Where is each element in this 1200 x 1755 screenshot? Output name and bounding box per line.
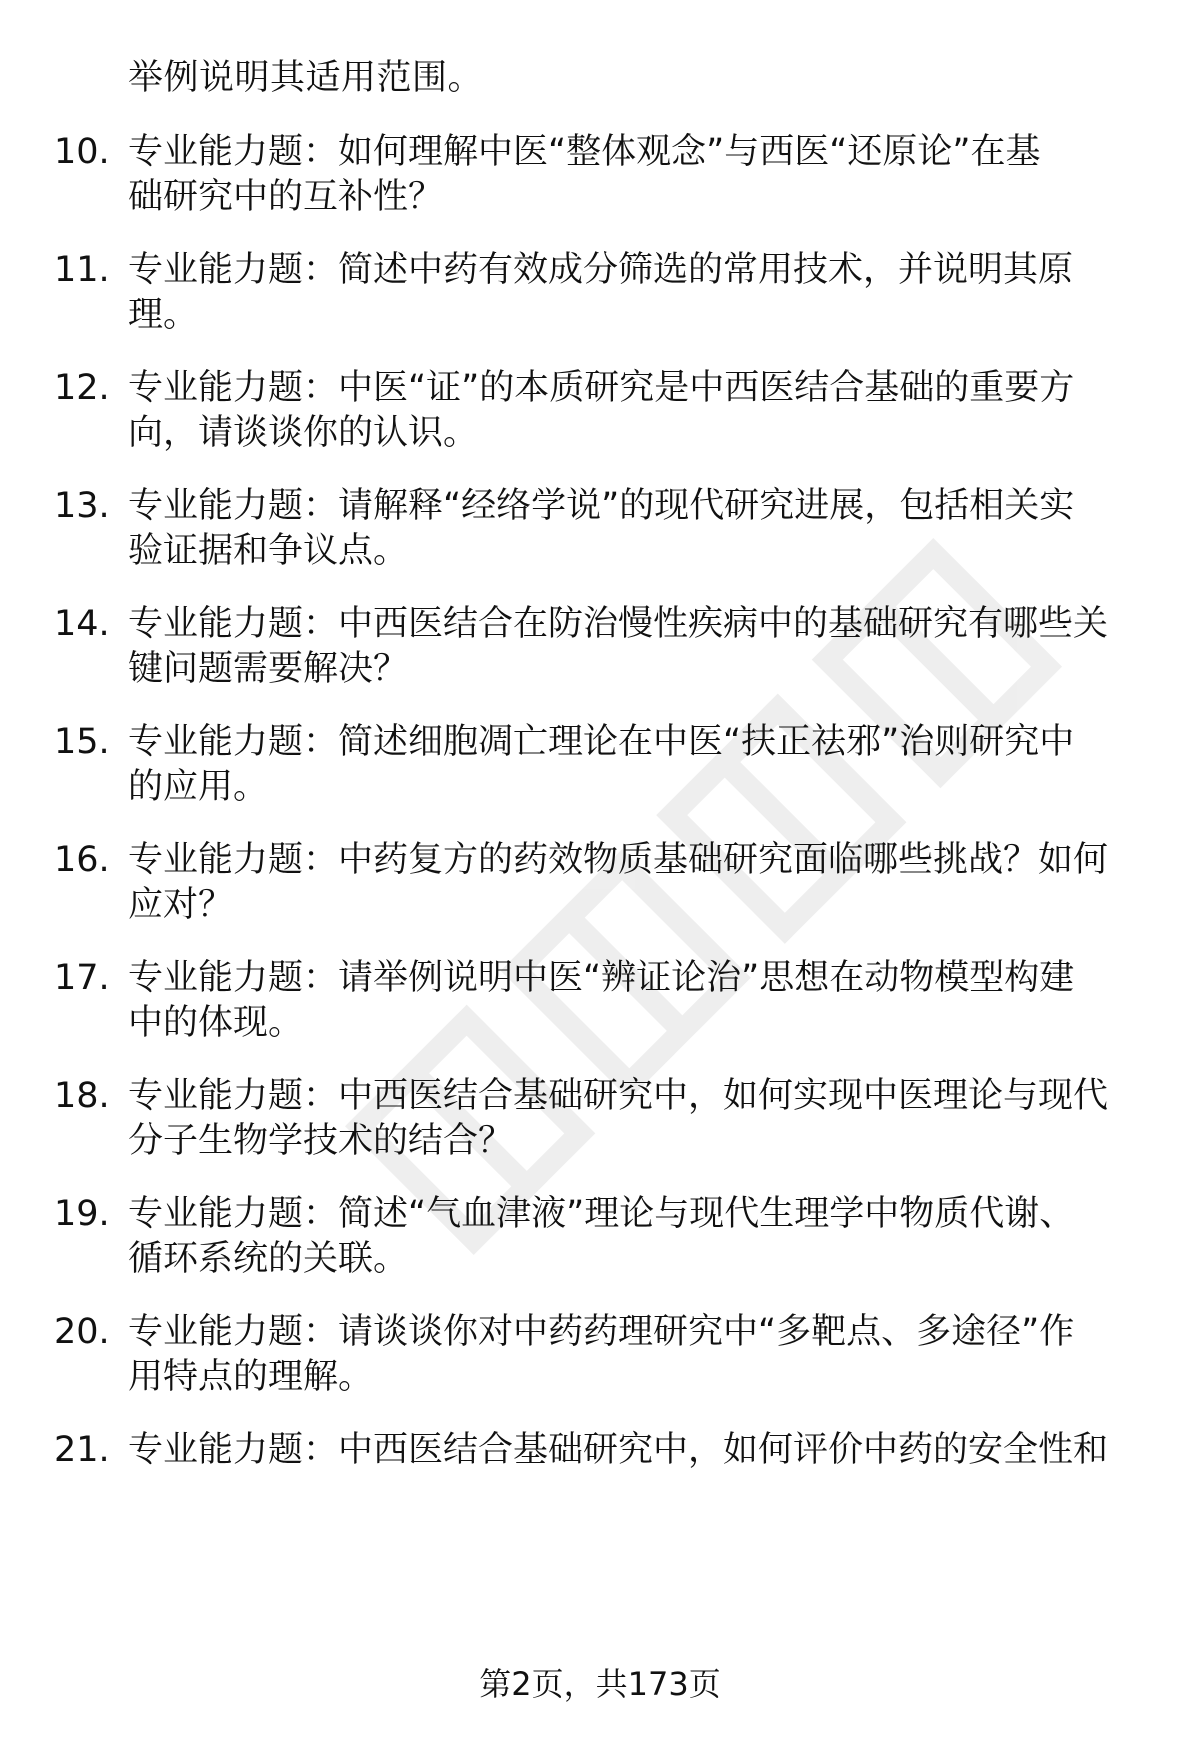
item-number: 19. [54, 1194, 110, 1234]
item-number: 14. [54, 604, 110, 644]
item-text-line1: 专业能力题：简述细胞凋亡理论在中医“扶正祛邪”治则研究中 [128, 722, 1075, 762]
item-text-line2: 用特点的理解。 [128, 1357, 374, 1397]
item-number: 13. [54, 486, 110, 526]
item-text-line1: 专业能力题：如何理解中医“整体观念”与西医“还原论”在基 [128, 132, 1041, 172]
item-text-line1: 专业能力题：简述中药有效成分筛选的常用技术，并说明其原 [128, 250, 1074, 290]
item-number: 20. [54, 1312, 110, 1352]
item-text-line2: 循环系统的关联。 [128, 1239, 409, 1279]
item-number: 17. [54, 958, 110, 998]
item-text-line2: 中的体现。 [128, 1003, 304, 1043]
item-text-line1: 专业能力题：中药复方的药效物质基础研究面临哪些挑战？如何 [128, 840, 1109, 880]
item-text-line2: 应对？ [128, 885, 234, 925]
item-number: 10. [54, 132, 110, 172]
item-text-line1: 专业能力题：中西医结合基础研究中，如何评价中药的安全性和 [128, 1430, 1109, 1470]
item-text-line1: 专业能力题：中西医结合基础研究中，如何实现中医理论与现代 [128, 1076, 1109, 1116]
item-text-line1: 专业能力题：请举例说明中医“辨证论治”思想在动物模型构建 [128, 958, 1075, 998]
item-text-line2: 分子生物学技术的结合？ [128, 1121, 514, 1161]
item-number: 11. [54, 250, 110, 290]
item-text-line1: 专业能力题：中医“证”的本质研究是中西医结合基础的重要方 [128, 368, 1075, 408]
item-text-line2: 向，请谈谈你的认识。 [128, 413, 479, 453]
item-text-line2: 的应用。 [128, 767, 269, 807]
item-text-line1: 专业能力题：中西医结合在防治慢性疾病中的基础研究有哪些关 [128, 604, 1109, 644]
item-text-line1: 专业能力题：简述“气血津液”理论与现代生理学中物质代谢、 [128, 1194, 1075, 1234]
continuation-text: 举例说明其适用范围。 [128, 58, 484, 98]
item-number: 18. [54, 1076, 110, 1116]
item-number: 15. [54, 722, 110, 762]
item-text-line1: 专业能力题：请谈谈你对中药药理研究中“多靶点、多途径”作 [128, 1312, 1075, 1352]
item-text-line2: 础研究中的互补性？ [128, 177, 444, 217]
item-number: 12. [54, 368, 110, 408]
item-text-line2: 理。 [128, 295, 199, 335]
item-text-line1: 专业能力题：请解释“经络学说”的现代研究进展，包括相关实 [128, 486, 1075, 526]
item-number: 16. [54, 840, 110, 880]
item-number: 21. [54, 1430, 110, 1470]
item-text-line2: 验证据和争议点。 [128, 531, 409, 571]
page-footer: 第2页，共173页 [479, 1665, 721, 1703]
item-text-line2: 键问题需要解决？ [128, 649, 409, 689]
